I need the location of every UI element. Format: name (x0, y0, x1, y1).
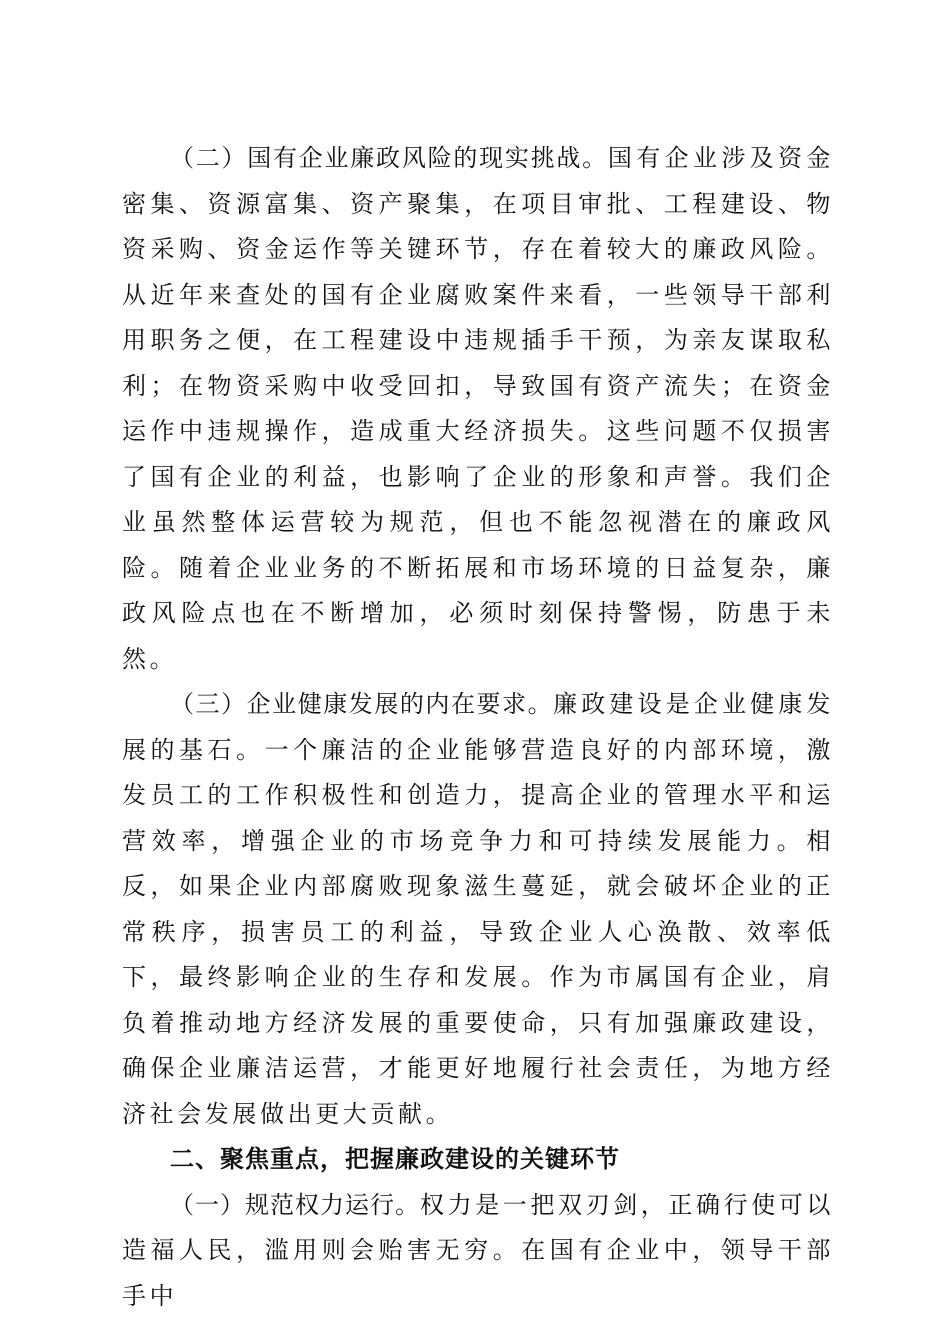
section-heading: 二、聚焦重点，把握廉政建设的关键环节 (170, 1145, 620, 1173)
paragraph-healthy-development (122, 682, 834, 1137)
paragraph-text: 廉政建设是企业健康发展的基石。一个廉洁的企业能够营造良好的内部环境，激发员工的工作积极性和创造力，提高企业的管理水平和运营效率，增强企业的市场竞争力和可持续发展能力。相反，如果企业内部腐败现象滋生蔓延，就会破坏企业的正常秩序，损害员工的利益，导致企业人心涣散、效率低下，最终影响企业的生存和发展。作为市属国有企业，肩负着推动地方经济发展的重要使命，只有加强廉政建设，确保企业廉洁运营，才能更好地履行社会责任，为地方经济社会发展做出更大贡献。 (122, 690, 834, 1128)
paragraph-lead: （二）国有企业廉政风险的现实挑战。 (170, 144, 608, 172)
paragraph-lead: （三）企业健康发展的内在要求。 (170, 690, 554, 718)
paragraph-text: 国有企业涉及资金密集、资源富集、资产聚集，在项目审批、工程建设、物资采购、资金运作等关键环节，存在着较大的廉政风险。从近年来查处的国有企业腐败案件来看，一些领导干部利用职务之便，在工程建设中违规插手干预，为亲友谋取私利；在物资采购中收受回扣，导致国有资产流失；在资金运作中违规操作，造成重大经济损失。这些问题不仅损害了国有企业的利益，也影响了企业的形象和声誉。我们企业虽然整体运营较为规范，但也不能忽视潜在的廉政风险。随着企业业务的不断拓展和市场环境的日益复杂，廉政风险点也在不断增加，必须时刻保持警惕，防患于未然。 (122, 144, 834, 673)
paragraph-regulate-power (122, 1183, 834, 1320)
paragraph-state-enterprise-risk (122, 136, 834, 682)
paragraph-text: 权力是一把双刃剑，正确行使可以造福人民，滥用则会贻害无穷。在国有企业中，领导干部手中 (122, 1190, 834, 1310)
document-body (122, 136, 834, 1319)
paragraph-lead: （一）规范权力运行。 (170, 1190, 420, 1219)
